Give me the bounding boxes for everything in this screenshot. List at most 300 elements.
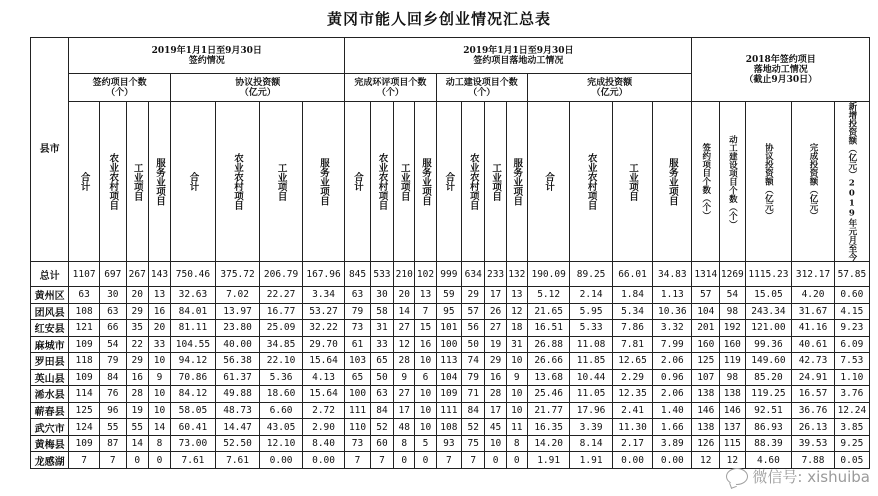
value-cell: 206.79 (260, 262, 302, 287)
value-cell: 5.34 (612, 303, 652, 320)
county-cell: 武穴市 (31, 419, 69, 436)
table-row (31, 402, 870, 419)
value-cell: 40.00 (215, 336, 260, 353)
value-cell: 60.41 (171, 419, 216, 436)
watermark (726, 466, 870, 487)
value-cell: 312.17 (792, 262, 834, 287)
value-cell: 31.67 (792, 303, 834, 320)
table-row (31, 336, 870, 353)
value-cell: 160 (720, 336, 745, 353)
col-header-total: 合计 (345, 102, 370, 262)
value-cell: 13 (506, 287, 527, 304)
value-cell: 111 (436, 402, 461, 419)
col-header-total: 合计 (171, 102, 216, 262)
table-row (31, 320, 870, 337)
value-cell: 146 (720, 402, 745, 419)
value-cell: 10 (148, 353, 170, 370)
value-cell: 15.64 (302, 386, 344, 403)
value-cell: 7.88 (792, 452, 834, 469)
value-cell: 7 (462, 452, 485, 469)
county-cell: 黄州区 (31, 287, 69, 304)
value-cell: 65 (345, 369, 370, 386)
value-cell: 2.29 (612, 369, 652, 386)
value-cell: 14 (148, 419, 170, 436)
value-cell: 2.14 (570, 287, 612, 304)
value-cell: 119 (720, 353, 745, 370)
value-cell: 11 (506, 419, 527, 436)
value-cell: 41.16 (792, 320, 834, 337)
value-cell: 2.06 (653, 353, 692, 370)
value-cell: 12.65 (612, 353, 652, 370)
col-header-total: 合计 (69, 102, 100, 262)
value-cell: 10 (415, 386, 436, 403)
value-cell: 31 (506, 336, 527, 353)
value-cell: 39.53 (792, 435, 834, 452)
value-cell: 750.46 (171, 262, 216, 287)
value-cell: 845 (345, 262, 370, 287)
value-cell: 40.61 (792, 336, 834, 353)
value-cell: 7 (436, 452, 461, 469)
value-cell: 24.91 (792, 369, 834, 386)
value-cell: 73 (345, 435, 370, 452)
value-cell: 1.66 (653, 419, 692, 436)
value-cell: 138 (720, 386, 745, 403)
value-cell: 4.60 (745, 452, 792, 469)
value-cell: 35 (126, 320, 148, 337)
value-cell: 63 (69, 287, 100, 304)
value-cell: 11.85 (570, 353, 612, 370)
value-cell: 84 (370, 402, 393, 419)
value-cell: 94.12 (171, 353, 216, 370)
value-cell: 84.01 (171, 303, 216, 320)
value-cell: 28 (126, 386, 148, 403)
value-cell: 14 (394, 303, 415, 320)
value-cell: 7.99 (653, 336, 692, 353)
county-cell: 蕲春县 (31, 402, 69, 419)
value-cell: 26 (485, 303, 506, 320)
col-header-industry: 工业项目 (612, 102, 652, 262)
value-cell: 13.97 (215, 303, 260, 320)
value-cell: 103 (345, 353, 370, 370)
value-cell: 1.10 (834, 369, 869, 386)
col-header-total: 合计 (527, 102, 569, 262)
value-cell: 30 (370, 287, 393, 304)
value-cell: 27 (394, 386, 415, 403)
value-cell: 59 (436, 287, 461, 304)
county-cell: 罗田县 (31, 353, 69, 370)
value-cell: 42.73 (792, 353, 834, 370)
value-cell: 29 (126, 303, 148, 320)
value-cell: 53.27 (302, 303, 344, 320)
value-cell: 0.00 (260, 452, 302, 469)
value-cell: 7.53 (834, 353, 869, 370)
col-header-service: 服务业项目 (148, 102, 170, 262)
value-cell: 7 (345, 452, 370, 469)
table-row (31, 287, 870, 304)
value-cell: 26.66 (527, 353, 569, 370)
value-cell: 1.13 (653, 287, 692, 304)
col-header-2018-new: 新增投资额（亿元）2019年元月至今 (834, 102, 869, 262)
value-cell: 7.81 (612, 336, 652, 353)
value-cell: 2.17 (612, 435, 652, 452)
col-header-service: 服务业项目 (415, 102, 436, 262)
value-cell: 533 (370, 262, 393, 287)
value-cell: 79 (462, 369, 485, 386)
value-cell: 60 (370, 435, 393, 452)
value-cell: 63 (345, 287, 370, 304)
value-cell: 1.84 (612, 287, 652, 304)
value-cell: 12 (506, 303, 527, 320)
value-cell: 16 (485, 369, 506, 386)
value-cell: 16 (148, 303, 170, 320)
value-cell: 2.90 (302, 419, 344, 436)
value-cell: 84 (462, 402, 485, 419)
value-cell: 201 (692, 320, 720, 337)
value-cell: 12 (692, 452, 720, 469)
value-cell: 9.25 (834, 435, 869, 452)
value-cell: 5 (415, 435, 436, 452)
value-cell: 98 (720, 303, 745, 320)
value-cell: 12 (394, 336, 415, 353)
value-cell: 10.36 (653, 303, 692, 320)
value-cell: 58.05 (171, 402, 216, 419)
value-cell: 29.70 (302, 336, 344, 353)
value-cell: 13.68 (527, 369, 569, 386)
value-cell: 999 (436, 262, 461, 287)
completed-investment-header: 完成投资额 （亿元） (527, 74, 692, 102)
value-cell: 5.12 (527, 287, 569, 304)
value-cell: 81.11 (171, 320, 216, 337)
col-header-agri: 农业农村项目 (100, 102, 127, 262)
value-cell: 25.09 (260, 320, 302, 337)
value-cell: 233 (485, 262, 506, 287)
value-cell: 109 (69, 369, 100, 386)
value-cell: 4.13 (302, 369, 344, 386)
county-cell: 麻城市 (31, 336, 69, 353)
value-cell: 57 (462, 303, 485, 320)
value-cell: 0 (126, 452, 148, 469)
total-row (31, 262, 870, 287)
value-cell: 22.10 (260, 353, 302, 370)
value-cell: 3.39 (570, 419, 612, 436)
col-header-service: 服务业项目 (506, 102, 527, 262)
value-cell: 17 (394, 402, 415, 419)
value-cell: 138 (692, 419, 720, 436)
value-cell: 57 (692, 287, 720, 304)
county-cell: 团风县 (31, 303, 69, 320)
value-cell: 2.41 (612, 402, 652, 419)
value-cell: 108 (69, 303, 100, 320)
agreement-investment-header: 协议投资额 （亿元） (171, 74, 345, 102)
value-cell: 124 (69, 419, 100, 436)
value-cell: 93 (436, 435, 461, 452)
value-cell: 107 (692, 369, 720, 386)
col-header-agri: 农业农村项目 (215, 102, 260, 262)
value-cell: 10 (485, 435, 506, 452)
value-cell: 15.05 (745, 287, 792, 304)
value-cell: 7 (415, 303, 436, 320)
value-cell: 113 (436, 353, 461, 370)
value-cell: 1.91 (570, 452, 612, 469)
value-cell: 15 (415, 320, 436, 337)
value-cell: 43.05 (260, 419, 302, 436)
value-cell: 63 (100, 303, 127, 320)
value-cell: 16.35 (527, 419, 569, 436)
col-header-2018-agreement: 协议投资额（亿元） (745, 102, 792, 262)
value-cell: 61.37 (215, 369, 260, 386)
value-cell: 61 (345, 336, 370, 353)
eia-count-header: 完成环评项目个数 （个） (345, 74, 436, 102)
value-cell: 8 (506, 435, 527, 452)
col-header-agri: 农业农村项目 (462, 102, 485, 262)
value-cell: 89.25 (570, 262, 612, 287)
value-cell: 8.14 (570, 435, 612, 452)
value-cell: 56 (462, 320, 485, 337)
value-cell: 28 (394, 353, 415, 370)
value-cell: 58 (370, 303, 393, 320)
value-cell: 267 (126, 262, 148, 287)
table-row (31, 303, 870, 320)
col-header-service: 服务业项目 (653, 102, 692, 262)
value-cell: 0.00 (653, 452, 692, 469)
value-cell: 192 (720, 320, 745, 337)
value-cell: 15.64 (302, 353, 344, 370)
value-cell: 10 (506, 402, 527, 419)
value-cell: 12 (720, 452, 745, 469)
value-cell: 125 (692, 353, 720, 370)
col-header-2018-completed: 完成投资额（亿元） (792, 102, 834, 262)
value-cell: 190.09 (527, 262, 569, 287)
value-cell: 7.61 (215, 452, 260, 469)
value-cell: 54 (720, 287, 745, 304)
value-cell: 17 (485, 402, 506, 419)
value-cell: 11.05 (570, 386, 612, 403)
table-row (31, 419, 870, 436)
value-cell: 23.80 (215, 320, 260, 337)
value-cell: 84.12 (171, 386, 216, 403)
value-cell: 52.50 (215, 435, 260, 452)
value-cell: 98 (720, 369, 745, 386)
value-cell: 96 (100, 402, 127, 419)
value-cell: 111 (345, 402, 370, 419)
value-cell: 6.60 (260, 402, 302, 419)
table-title: 黄冈市能人回乡创业情况汇总表 (326, 10, 551, 28)
value-cell: 5.33 (570, 320, 612, 337)
value-cell: 101 (436, 320, 461, 337)
value-cell: 20 (148, 320, 170, 337)
value-cell: 52 (370, 419, 393, 436)
signed-count-header: 签约项目个数 （个） (69, 74, 171, 102)
value-cell: 34.85 (260, 336, 302, 353)
value-cell: 102 (415, 262, 436, 287)
value-cell: 17.96 (570, 402, 612, 419)
value-cell: 121 (69, 320, 100, 337)
summary-table (30, 37, 870, 469)
value-cell: 27 (485, 320, 506, 337)
value-cell: 28 (485, 386, 506, 403)
value-cell: 5.95 (570, 303, 612, 320)
value-cell: 30 (100, 287, 127, 304)
col-header-2018-signed: 签约项目个数（个） (692, 102, 720, 262)
value-cell: 88.39 (745, 435, 792, 452)
value-cell: 20 (126, 287, 148, 304)
value-cell: 66.01 (612, 262, 652, 287)
value-cell: 73.00 (171, 435, 216, 452)
value-cell: 143 (148, 262, 170, 287)
value-cell: 10 (415, 402, 436, 419)
value-cell: 8.40 (302, 435, 344, 452)
table-row (31, 369, 870, 386)
value-cell: 5.36 (260, 369, 302, 386)
value-cell: 85.20 (745, 369, 792, 386)
group-2018-header: 2018年签约项目 落地动工情况 （截止9月30日） (692, 38, 870, 102)
value-cell: 18 (506, 320, 527, 337)
value-cell: 7 (69, 452, 100, 469)
value-cell: 73 (345, 320, 370, 337)
value-cell: 27 (394, 320, 415, 337)
value-cell: 71 (462, 386, 485, 403)
value-cell: 4.20 (792, 287, 834, 304)
value-cell: 14 (126, 435, 148, 452)
value-cell: 29 (485, 353, 506, 370)
value-cell: 19 (485, 336, 506, 353)
value-cell: 79 (100, 353, 127, 370)
value-cell: 49.88 (215, 386, 260, 403)
value-cell: 11.08 (570, 336, 612, 353)
value-cell: 33 (370, 336, 393, 353)
value-cell: 243.34 (745, 303, 792, 320)
value-cell: 12.24 (834, 402, 869, 419)
value-cell: 160 (692, 336, 720, 353)
value-cell: 1115.23 (745, 262, 792, 287)
value-cell: 119.25 (745, 386, 792, 403)
value-cell: 54 (100, 336, 127, 353)
value-cell: 167.96 (302, 262, 344, 287)
value-cell: 109 (436, 386, 461, 403)
value-cell: 10 (506, 353, 527, 370)
value-cell: 48 (394, 419, 415, 436)
value-cell: 1.91 (527, 452, 569, 469)
col-header-agri: 农业农村项目 (570, 102, 612, 262)
county-header: 县市 (31, 38, 69, 262)
value-cell: 118 (69, 353, 100, 370)
value-cell: 2.72 (302, 402, 344, 419)
value-cell: 12.10 (260, 435, 302, 452)
value-cell: 126 (692, 435, 720, 452)
value-cell: 17 (485, 287, 506, 304)
table-row (31, 353, 870, 370)
value-cell: 0 (148, 452, 170, 469)
value-cell: 26.13 (792, 419, 834, 436)
value-cell: 75 (462, 435, 485, 452)
value-cell: 2.06 (653, 386, 692, 403)
value-cell: 634 (462, 262, 485, 287)
value-cell: 0 (415, 452, 436, 469)
value-cell: 16.57 (792, 386, 834, 403)
value-cell: 0 (485, 452, 506, 469)
value-cell: 1.40 (653, 402, 692, 419)
value-cell: 1269 (720, 262, 745, 287)
value-cell: 26.88 (527, 336, 569, 353)
value-cell: 6.09 (834, 336, 869, 353)
value-cell: 146 (692, 402, 720, 419)
value-cell: 3.85 (834, 419, 869, 436)
value-cell: 697 (100, 262, 127, 287)
group-signed-header: 2019年1月1日至9月30日 签约情况 (69, 38, 345, 74)
table-row (31, 435, 870, 452)
value-cell: 7 (370, 452, 393, 469)
value-cell: 114 (69, 386, 100, 403)
value-cell: 86.93 (745, 419, 792, 436)
value-cell: 104 (436, 369, 461, 386)
value-cell: 0.96 (653, 369, 692, 386)
value-cell: 21.77 (527, 402, 569, 419)
value-cell: 21.65 (527, 303, 569, 320)
value-cell: 375.72 (215, 262, 260, 287)
value-cell: 3.89 (653, 435, 692, 452)
value-cell: 13 (148, 287, 170, 304)
county-cell: 红安县 (31, 320, 69, 337)
wechat-icon (726, 468, 748, 485)
value-cell: 65 (370, 353, 393, 370)
table-row (31, 386, 870, 403)
county-cell: 总计 (31, 262, 69, 287)
value-cell: 84 (100, 369, 127, 386)
col-header-industry: 工业项目 (485, 102, 506, 262)
value-cell: 66 (100, 320, 127, 337)
col-header-industry: 工业项目 (394, 102, 415, 262)
value-cell: 56.38 (215, 353, 260, 370)
value-cell: 210 (394, 262, 415, 287)
value-cell: 1314 (692, 262, 720, 287)
value-cell: 10 (148, 386, 170, 403)
value-cell: 132 (506, 262, 527, 287)
value-cell: 7.86 (612, 320, 652, 337)
value-cell: 63 (370, 386, 393, 403)
value-cell: 109 (69, 435, 100, 452)
value-cell: 76 (100, 386, 127, 403)
value-cell: 95 (436, 303, 461, 320)
value-cell: 92.51 (745, 402, 792, 419)
value-cell: 48.73 (215, 402, 260, 419)
col-header-service: 服务业项目 (302, 102, 344, 262)
value-cell: 99.36 (745, 336, 792, 353)
value-cell: 3.32 (653, 320, 692, 337)
value-cell: 10 (506, 386, 527, 403)
col-header-total: 合计 (436, 102, 461, 262)
value-cell: 74 (462, 353, 485, 370)
value-cell: 115 (720, 435, 745, 452)
value-cell: 16.77 (260, 303, 302, 320)
value-cell: 3.76 (834, 386, 869, 403)
value-cell: 138 (692, 386, 720, 403)
value-cell: 13 (415, 287, 436, 304)
value-cell: 4.15 (834, 303, 869, 320)
county-cell: 黄梅县 (31, 435, 69, 452)
value-cell: 6 (415, 369, 436, 386)
value-cell: 9 (506, 369, 527, 386)
started-count-header: 动工建设项目个数 （个） (436, 74, 527, 102)
value-cell: 7.61 (171, 452, 216, 469)
value-cell: 32.63 (171, 287, 216, 304)
value-cell: 8 (148, 435, 170, 452)
value-cell: 55 (100, 419, 127, 436)
value-cell: 0 (506, 452, 527, 469)
value-cell: 100 (436, 336, 461, 353)
value-cell: 9 (148, 369, 170, 386)
value-cell: 0.60 (834, 287, 869, 304)
value-cell: 14.20 (527, 435, 569, 452)
